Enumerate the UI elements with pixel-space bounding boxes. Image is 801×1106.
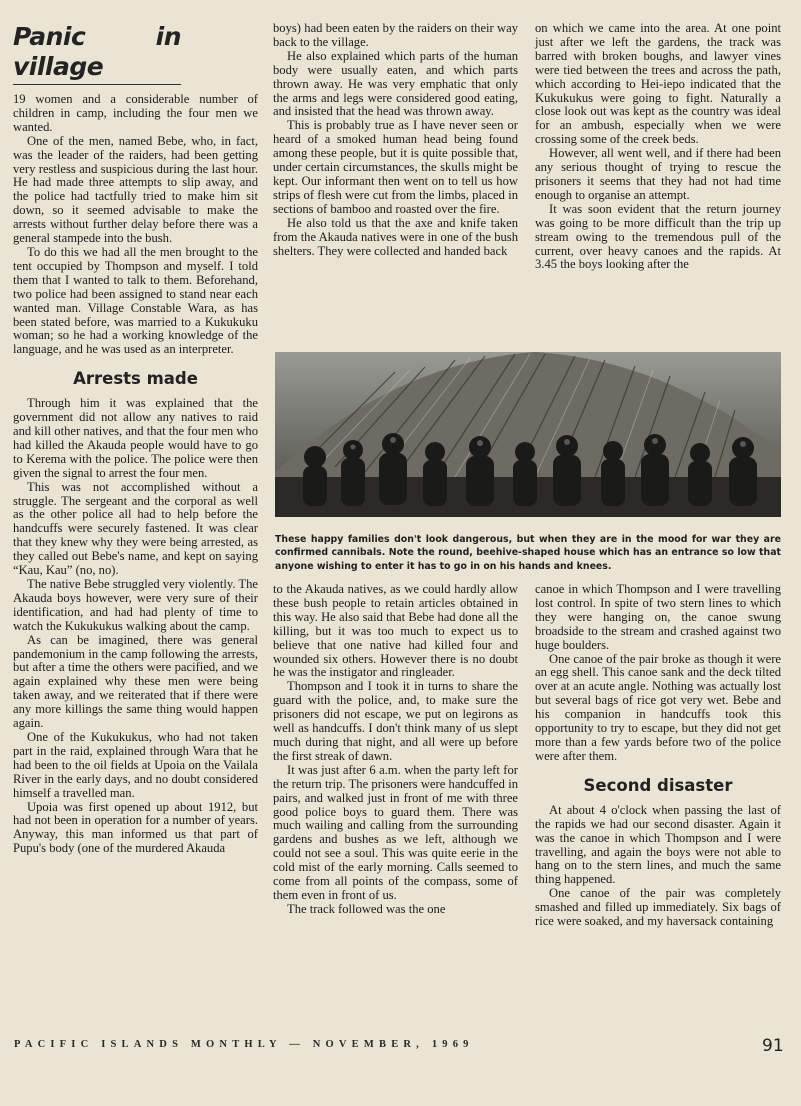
paragraph: It was just after 6 a.m. when the party left for the return trip. The prisoners were handcuffed in pairs, and walked just in front of me with three good police boys to guard them. There was much wailing and calling from the surrounding gardens and bushes as we left, although we could not see a soul. This was quite eerie in the cold mist of the early morning. Calls seemed to come from all points of the compass, some of them even in front of us. [273,762,518,902]
paragraph: 19 women and a considerable number of children in camp, including the four men we wanted. [13,92,258,134]
column-2-top [273,22,518,258]
column-3-bottom [535,583,781,929]
paragraph: to the Akauda natives, as we could hardly allow these bush people to retain articles obtained in this way. He also said that Bebe had done all the killing, but it was too much to expect us to believe that one native had killed four and wounded six others. However there is no doubt he was the instigator and ringleader. [273,582,518,680]
paragraph: At about 4 o'clock when passing the last of the rapids we had our second disaster. Again it was the canoe in which Thompson and I were travelling, and again the boys were not able to hang on to the stern lines, and much the same thing happened. [535,802,781,887]
paragraph: Upoia was first opened up about 1912, but had not been in operation for a number of years. Anyway, this man informed us that part of Pupu's body (one of the murdered Akauda [13,799,258,856]
paragraph: Through him it was explained that the government did not allow any natives to raid and kill other natives, and that the four men who had killed the Akauda people would have to go to Kerema with the police. The police were then given the signal to arrest the four men. [13,396,258,480]
column-2-bottom [273,583,518,917]
village-photo-image [275,352,781,517]
paragraph: One of the Kukukukus, who had not taken part in the raid, explained through Wara that he had been to the oil fields at Upoia on the Vailala River in the early days, and no doubt considered himself a travelled man. [13,729,258,800]
column-1 [13,22,258,856]
paragraph: As can be imagined, there was general pandemonium in the camp following the arrests, but after a time the others were pacified, and we again explained why these men were being taken away, and we reiterated that if there were any more killings the same thing would happen again. [13,632,258,731]
paragraph: The track followed was the one [287,901,446,916]
column-3-top [535,22,781,272]
paragraph: One of the men, named Bebe, who, in fact, was the leader of the raiders, had been getting very restless and suspicious during the last hour. He had made three attempts to slip away, and the police had tactfully tried to make him sit down, so it seemed advisable to make the arrests without further delay before there was a general stampede into the bush. [13,133,258,246]
paragraph: He also explained which parts of the human body were usually eaten, and which parts thrown away. He was very emphatic that only the arms and legs were considered good eating, and insisted that the head was thrown away. [273,48,518,119]
paragraph: The native Bebe struggled very violently. The Akauda boys however, were very sure of their identification, and had had plenty of time to watch the Kukukukus walking about the camp. [13,577,258,633]
page-number: 91 [762,1036,784,1056]
subhead-second-disaster: Second disaster [583,775,733,795]
photo-caption: These happy families don't look dangerous, but when they are in the mood for war they are confirmed cannibals. Note the round, beehive-shaped house which has an entrance so low that anyone wishing to enter it has to go in on his hands and knees. [275,534,781,572]
paragraph: boys) had been eaten by the raiders on their way back to the village. [273,21,518,49]
paragraph: This is probably true as I have never seen or heard of a smoked human head being found among these people, but it is quite possible that, under certain circumstances, the skulls might be kept. Our informant then went on to tell us how strips of flesh were cut from the limbs, placed in sections of bamboo and roasted over the fire. [273,118,518,216]
paragraph: It was soon evident that the return journey was going to be more difficult than the trip up stream owing to the tremendous pull of the current, over heavy canoes and the rapids. At 3.45 the boys looking after the [535,201,781,272]
village-photo [275,352,781,517]
paragraph: One canoe of the pair was completely smashed and filled up immediately. Six bags of rice were soaked, and my haversack containing [535,886,781,929]
running-footer: PACIFIC ISLANDS MONTHLY — NOVEMBER, 1969 [14,1039,474,1050]
paragraph: To do this we had all the men brought to the tent occupied by Thompson and myself. I told them that I wanted to talk to them. Beforehand, two police had been assigned to stand near each wanted man. Village Constable Wara, as has been stated before, was married to a Kukukuku woman; so he had a working knowledge of the language, and he was used as an interpreter. [13,244,258,357]
paragraph: canoe in which Thompson and I were travelling lost control. In spite of two stern lines to which they were hanging on, the canoe swung broadside to the stream and crashed against two huge boulders. [535,582,781,652]
paragraph: This was not accomplished without a struggle. The sergeant and the corporal as well as the other police all had to help before the handcuffs were securely fastened. It was clear that they knew why they were being arrested, as they called out Bebe's name, and kept on saying “Kau, Kau” (no, no). [13,479,258,578]
paragraph: on which we came into the area. At one point just after we left the gardens, the track was barred with broken boughs, and lawyer vines were tied between the trees and across the path, which according to Hei-iepo indicated that the Kukukukus were going to fight. Naturally a close look out was kept as the country was ideal for an ambush, especially when we were crossing some of the creek beds. [535,21,781,147]
paragraph: However, all went well, and if there had been any serious thought of trying to rescue the prisoners it seems that they had not had time enough to organise an attempt. [535,146,781,202]
headline: Panic in village [13,22,181,85]
paragraph: He also told us that the axe and knife taken from the Akauda natives were in one of the bush shelters. They were collected and handed back [273,215,518,258]
subhead-arrests-made: Arrests made [73,369,198,389]
paragraph: One canoe of the pair broke as though it were an egg shell. This canoe sank and the deck tilted over at an acute angle. Nothing was actually lost but several bags of rice got very wet. Bebe and his companion in handcuffs took this opportunity to try to escape, but they did not get more than a few yards before two of the police were after them. [535,651,781,763]
paragraph: Thompson and I took it in turns to share the guard with the police, and, to make sure the prisoners did not escape, we put on legirons as well as handcuffs. I don't think many of us slept much during that night, and all were up before the first streak of dawn. [273,679,518,763]
